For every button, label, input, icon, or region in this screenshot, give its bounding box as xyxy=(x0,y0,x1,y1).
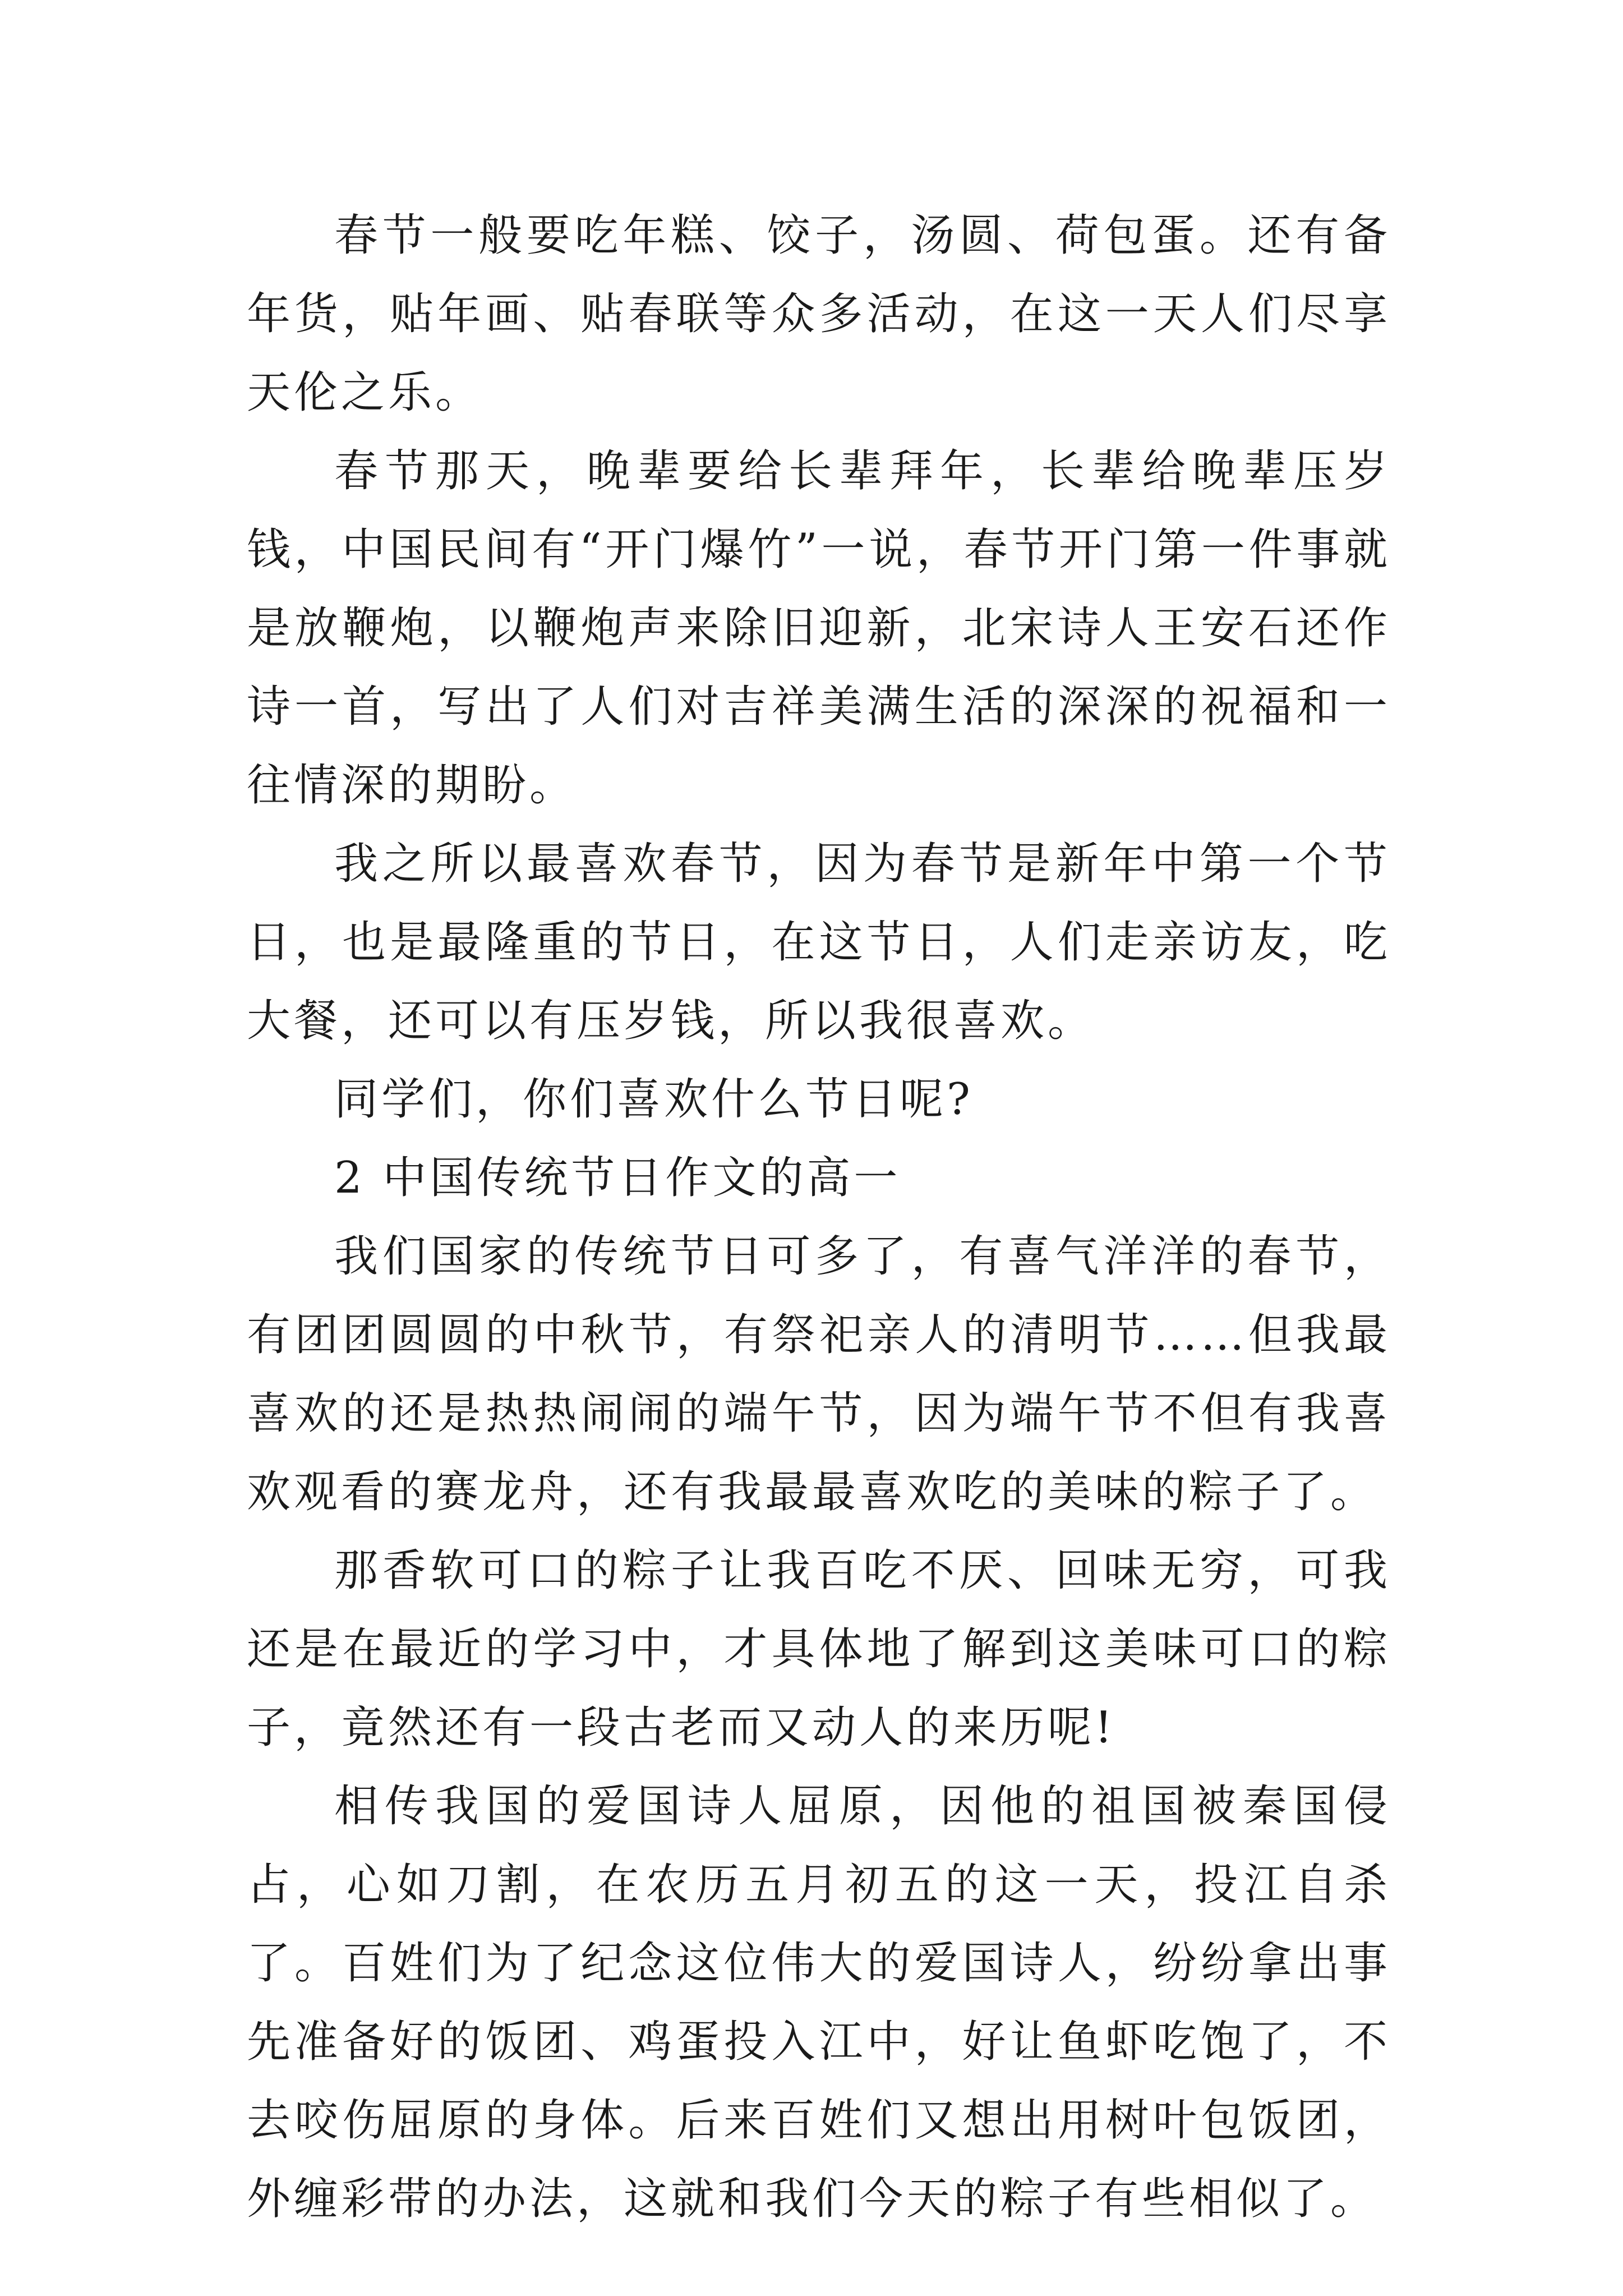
paragraph-why-favorite: 我之所以最喜欢春节，因为春节是新年中第一个节日，也是最隆重的节日，在这节日，人们走亲访友，吃大餐，还可以有压岁钱，所以我很喜欢。 xyxy=(247,839,1391,1046)
paragraph-spring-festival-customs: 春节那天，晚辈要给长辈拜年，长辈给晚辈压岁钱，中国民间有“开门爆竹”一说，春节开门第一件事就是放鞭炮，以鞭炮声来除旧迎新，北宋诗人王安石还作诗一首，写出了人们对吉祥美满生活的深深的祝福和一往情深的期盼。 xyxy=(247,446,1391,811)
paragraph-zongzi: 那香软可口的粽子让我百吃不厌、回味无穷，可我还是在最近的学习中，才具体地了解到这美味可口的粽子，竟然还有一段古老而又动人的来历呢! xyxy=(247,1545,1391,1753)
paragraph-spring-festival-food: 春节一般要吃年糕、饺子，汤圆、荷包蛋。还有备年货，贴年画、贴春联等众多活动，在这一天人们尽享天伦之乐。 xyxy=(247,210,1391,418)
document-body xyxy=(247,196,1391,2238)
section-heading: 2 中国传统节日作文的高一 xyxy=(334,1153,901,1203)
paragraph-qu-yuan-legend: 相传我国的爱国诗人屈原，因他的祖国被秦国侵占，心如刀割，在农历五月初五的这一天，投江自杀了。百姓们为了纪念这位伟大的爱国诗人，纷纷拿出事先准备好的饭团、鸡蛋投入江中，好让鱼虾吃饱了，不去咬伤屈原的身体。后来百姓们又想出用树叶包饭团，外缠彩带的办法，这就和我们今天的粽子有些相似了。 xyxy=(247,1781,1391,2224)
paragraph-traditional-festivals: 我们国家的传统节日可多了，有喜气洋洋的春节，有团团圆圆的中秋节，有祭祀亲人的清明节……但我最喜欢的还是热热闹闹的端午节，因为端午节不但有我喜欢观看的赛龙舟，还有我最最喜欢吃的美味的粽子了。 xyxy=(247,1231,1391,1517)
paragraph-question: 同学们，你们喜欢什么节日呢? xyxy=(334,1074,974,1125)
